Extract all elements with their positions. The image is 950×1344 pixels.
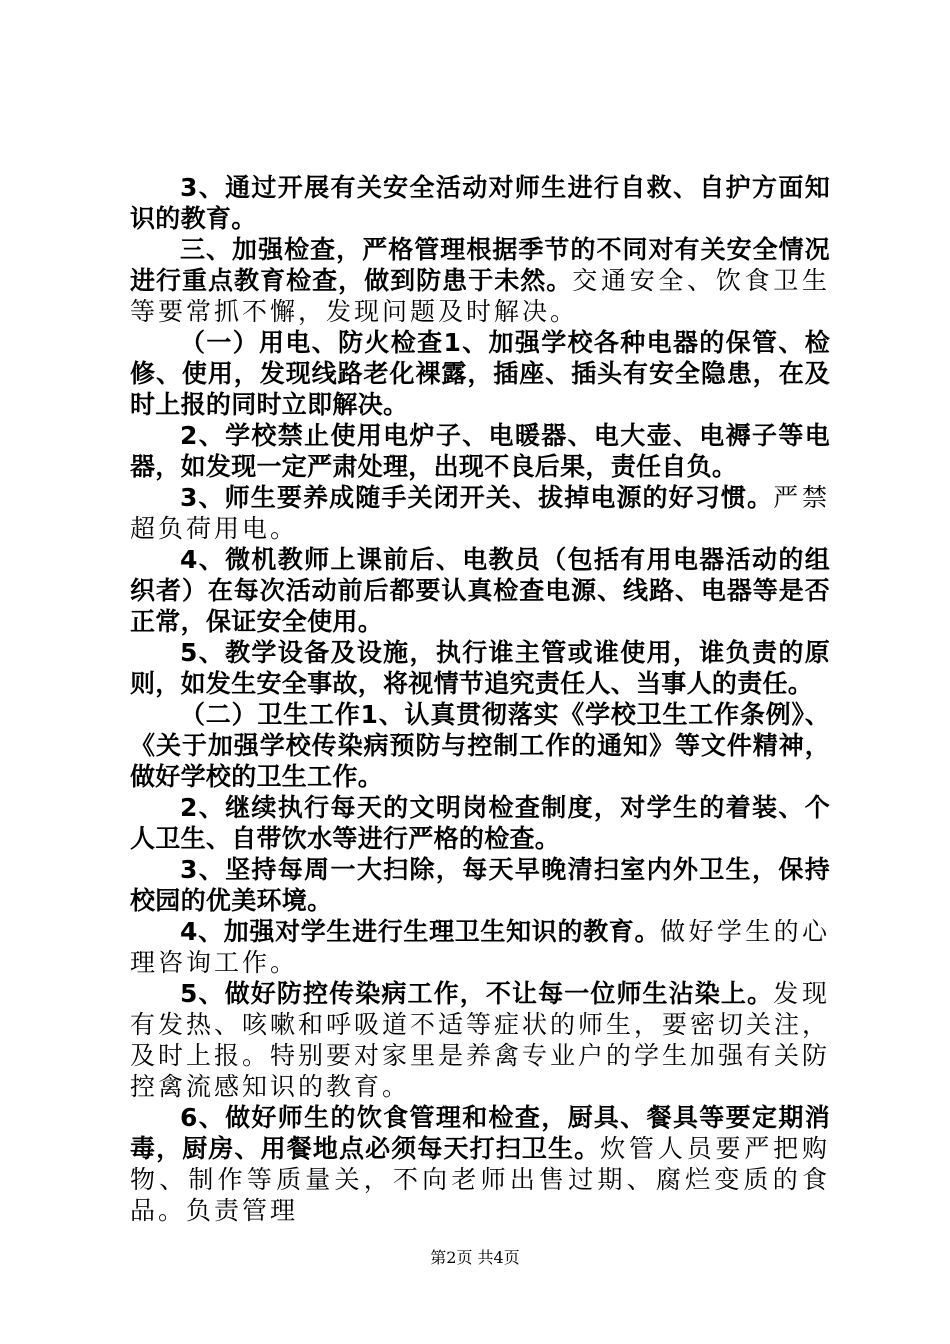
page-footer: 第2页 共4页 xyxy=(430,1248,520,1267)
document-body xyxy=(130,172,830,1226)
paragraph-13: 6、做好师生的饮食管理和检查，厨具、餐具等要定期消毒，厨房、用餐地点必须每天打扫卫生。炊管人员要严把购物、制作等质量关，不向老师出售过期、腐烂变质的食品。负责管理 xyxy=(130,1103,830,1225)
paragraph-11: 4、加强对学生进行生理卫生知识的教育。做好学生的心理咨询工作。 xyxy=(130,917,830,977)
paragraph-2: 三、加强检查，严格管理根据季节的不同对有关安全情况进行重点教育检查，做到防患于未然。交通安全、饮食卫生等要常抓不懈，发现问题及时解决。 xyxy=(130,235,830,326)
paragraph-8: （二）卫生工作1、认真贯彻落实《学校卫生工作条例》、《关于加强学校传染病预防与控制工作的通知》等文件精神，做好学校的卫生工作。 xyxy=(130,700,830,791)
paragraph-6: 4、微机教师上课前后、电教员（包括有用电器活动的组织者）在每次活动前后都要认真检查电源、线路、电器等是否正常，保证安全使用。 xyxy=(130,545,830,636)
paragraph-4: 2、学校禁止使用电炉子、电暖器、电大壶、电褥子等电器，如发现一定严肃处理，出现不良后果，责任自负。 xyxy=(130,421,830,481)
paragraph-5: 3、师生要养成随手关闭开关、拔掉电源的好习惯。严禁超负荷用电。 xyxy=(130,483,830,543)
paragraph-1: 3、通过开展有关安全活动对师生进行自救、自护方面知识的教育。 xyxy=(130,173,830,233)
paragraph-9: 2、继续执行每天的文明岗检查制度，对学生的着装、个人卫生、自带饮水等进行严格的检查。 xyxy=(130,793,830,853)
paragraph-3: （一）用电、防火检查1、加强学校各种电器的保管、检修、使用，发现线路老化裸露，插座、插头有安全隐患，在及时上报的同时立即解决。 xyxy=(130,328,830,419)
paragraph-12: 5、做好防控传染病工作，不让每一位师生沾染上。发现有发热、咳嗽和呼吸道不适等症状的师生，要密切关注，及时上报。特别要对家里是养禽专业户的学生加强有关防控禽流感知识的教育。 xyxy=(130,979,831,1101)
paragraph-7: 5、教学设备及设施，执行谁主管或谁使用，谁负责的原则，如发生安全事故，将视情节追究责任人、当事人的责任。 xyxy=(130,638,830,698)
paragraph-10: 3、坚持每周一大扫除，每天早晚清扫室内外卫生，保持校园的优美环境。 xyxy=(130,855,830,915)
